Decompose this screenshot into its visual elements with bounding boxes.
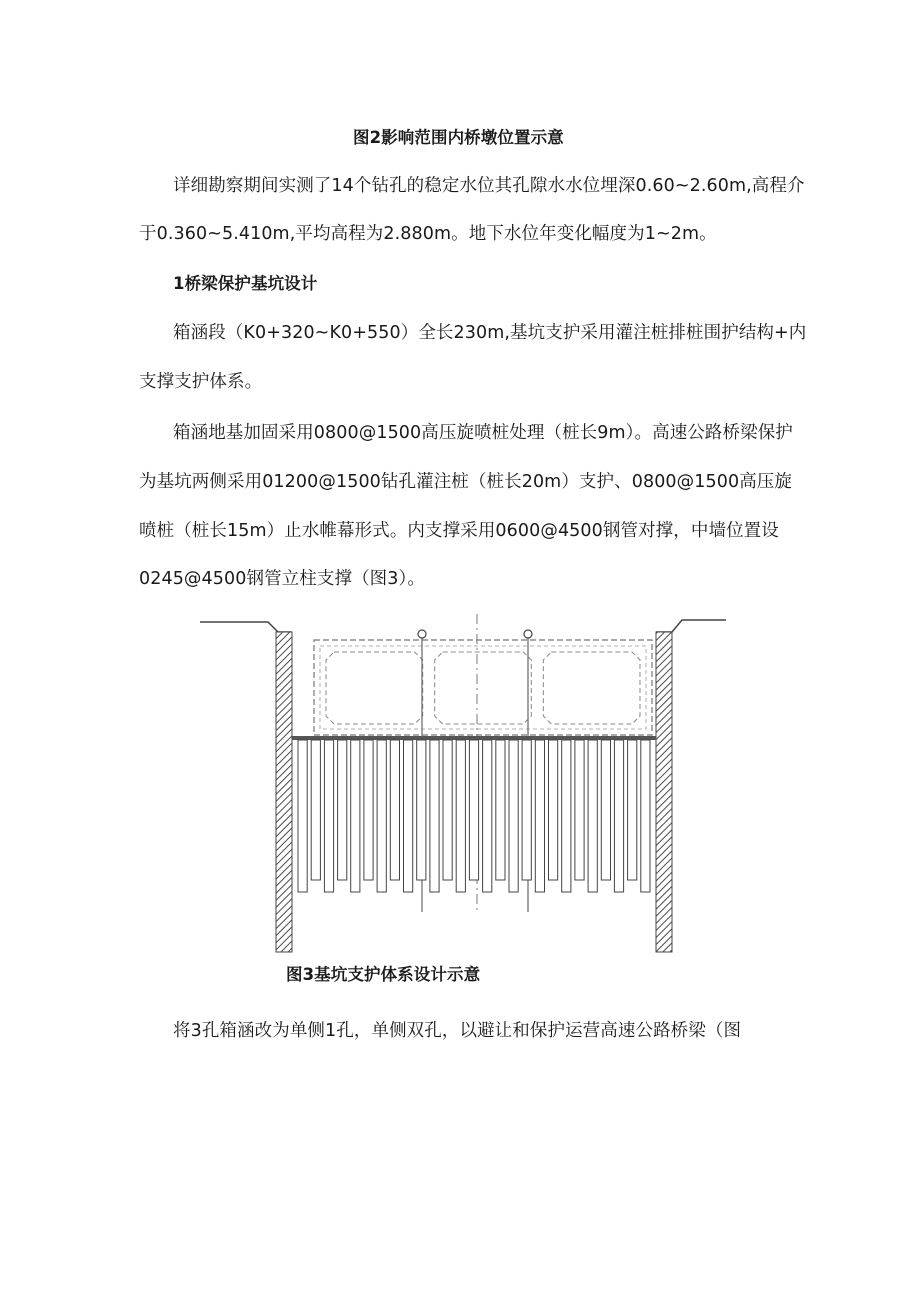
culvert-cells [326,652,640,724]
pile [509,740,518,892]
paragraph-line: 支撑支护体系。 [139,372,263,392]
pile [535,740,544,892]
pile [417,740,426,880]
culvert-cell [543,652,640,724]
ground-line-right [656,620,726,632]
pile [628,740,637,880]
pile [469,740,478,880]
paragraph-line: 将3孔箱涵改为单侧1孔，单侧双孔，以避让和保护运营高速公路桥梁（图 [173,1021,742,1041]
paragraph-line: 于0.360~5.410m,平均高程为2.880m。地下水位年变化幅度为1~2m。 [139,224,717,244]
paragraph-line: 喷桩（桩长15m）止水帷幕形式。内支撑采用0600@4500钢管对撑，中墙位置设 [139,521,779,541]
pile [641,740,650,892]
steel-pipe-strut [292,736,656,740]
retaining-wall-left [276,632,292,952]
paragraph-line: 详细勘察期间实测了14个钻孔的稳定水位其孔隙水水位埋深0.60~2.60m,高程介 [173,176,805,196]
pile [549,740,558,880]
pile [562,740,571,892]
figure2-caption: 图2影响范围内桥墩位置示意 [353,128,564,147]
strut-node [418,630,426,638]
pile [443,740,452,880]
ground-line-left [200,622,292,632]
culvert-cell [435,652,532,724]
figure3-caption: 图3基坑支护体系设计示意 [286,965,481,984]
strut-node [524,630,532,638]
pile [324,740,333,892]
paragraph-line: 箱涵地基加固采用0800@1500高压旋喷桩处理（桩长9m）。高速公路桥梁保护 [173,423,793,443]
pile [404,740,413,892]
pile [298,740,307,892]
culvert-cell [326,652,423,724]
pile [456,740,465,892]
pile [390,740,399,880]
pile [575,740,584,880]
pile [496,740,505,880]
paragraph-line: 0245@4500钢管立柱支撑（图3）。 [139,569,425,589]
pile [522,740,531,880]
paragraph-line: 箱涵段（K0+320~K0+550）全长230m,基坑支护采用灌注桩排桩围护结构+内 [173,323,807,343]
pile [588,740,597,892]
box-culvert-outer [314,640,652,735]
pile [483,740,492,892]
pile [364,740,373,880]
pile [614,740,623,892]
box-culvert-inner [320,646,646,729]
paragraph-line: 为基坑两侧采用01200@1500钻孔灌注桩（桩长20m）支护、0800@1500高压旋 [139,472,792,492]
pile [430,740,439,892]
pile [377,740,386,892]
pile [601,740,610,880]
pile [338,740,347,880]
foundation-pit-diagram [196,612,728,960]
retaining-wall-right [656,632,672,952]
jet-grout-piles [298,740,650,892]
pile [311,740,320,880]
section-heading: 1桥梁保护基坑设计 [173,274,318,293]
pile [351,740,360,892]
